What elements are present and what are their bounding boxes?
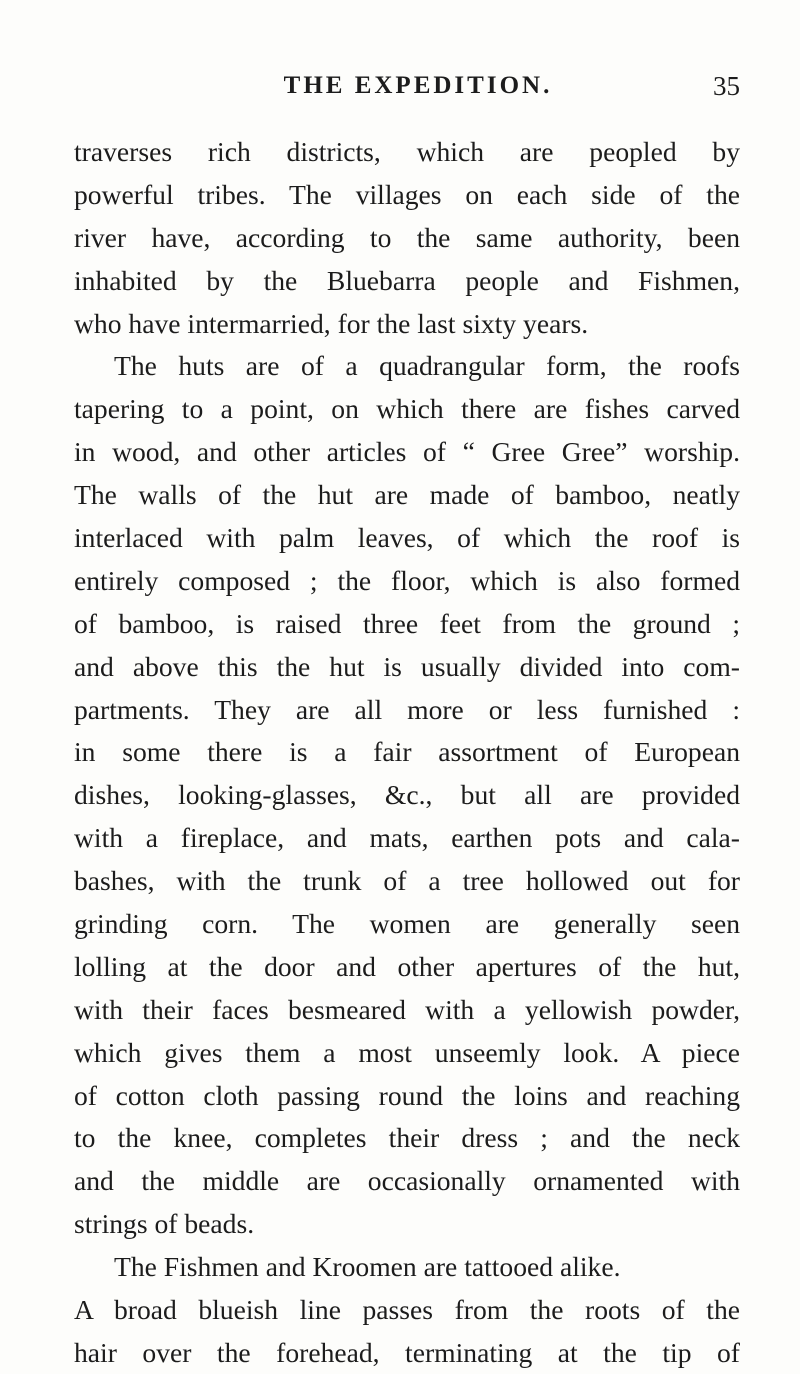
text-line: with their faces besmeared with a yellowish powder,: [74, 993, 740, 1025]
text-line: The huts are of a quadrangular form, the roofs: [114, 350, 740, 382]
text-line: tapering to a point, on which there are fishes carved: [74, 393, 740, 425]
text-line: and above this the hut is usually divided into com-: [74, 650, 740, 682]
text-line: The Fishmen and Kroomen are tattooed alike.: [114, 1251, 621, 1283]
text-line: lolling at the door and other apertures of the hut,: [74, 950, 740, 982]
text-line: which gives them a most unseemly look. A piece: [74, 1036, 740, 1068]
text-line: inhabited by the Bluebarra people and Fishmen,: [74, 264, 740, 296]
running-head: [74, 66, 740, 106]
text-line: powerful tribes. The villages on each side of the: [74, 178, 740, 210]
text-line: partments. They are all more or less furnished :: [74, 693, 740, 725]
text-line: of bamboo, is raised three feet from the ground ;: [74, 607, 740, 639]
text-line: of cotton cloth passing round the loins and reaching: [74, 1079, 740, 1111]
text-line: grinding corn. The women are generally seen: [74, 908, 740, 940]
text-line: hair over the forehead, terminating at the tip of: [74, 1336, 740, 1368]
text-line: entirely composed ; the floor, which is also formed: [74, 564, 740, 596]
text-line: The walls of the hut are made of bamboo, neatly: [74, 479, 740, 511]
text-line: in some there is a fair assortment of European: [74, 736, 740, 768]
text-line: A broad blueish line passes from the roots of the: [74, 1294, 740, 1326]
text-line: interlaced with palm leaves, of which the roof is: [74, 522, 740, 554]
text-line: to the knee, completes their dress ; and the neck: [74, 1122, 740, 1154]
body-text: [74, 131, 740, 1375]
text-line: traverses rich districts, which are peopled by: [74, 136, 740, 167]
page-number: 35: [713, 71, 740, 101]
text-line: dishes, looking-glasses, &c., but all are provided: [74, 779, 740, 811]
running-head-title: THE EXPEDITION.: [283, 72, 553, 99]
text-line: who have intermarried, for the last sixty years.: [74, 307, 589, 339]
text-line: in wood, and other articles of “ Gree Gree” worship.: [74, 436, 740, 468]
text-line: and the middle are occasionally ornamented with: [74, 1165, 740, 1197]
text-line: river have, according to the same authority, been: [74, 221, 740, 253]
text-line: bashes, with the trunk of a tree hollowed out for: [74, 865, 740, 897]
text-line: with a fireplace, and mats, earthen pots and cala-: [74, 822, 740, 854]
text-line: strings of beads.: [74, 1208, 255, 1240]
